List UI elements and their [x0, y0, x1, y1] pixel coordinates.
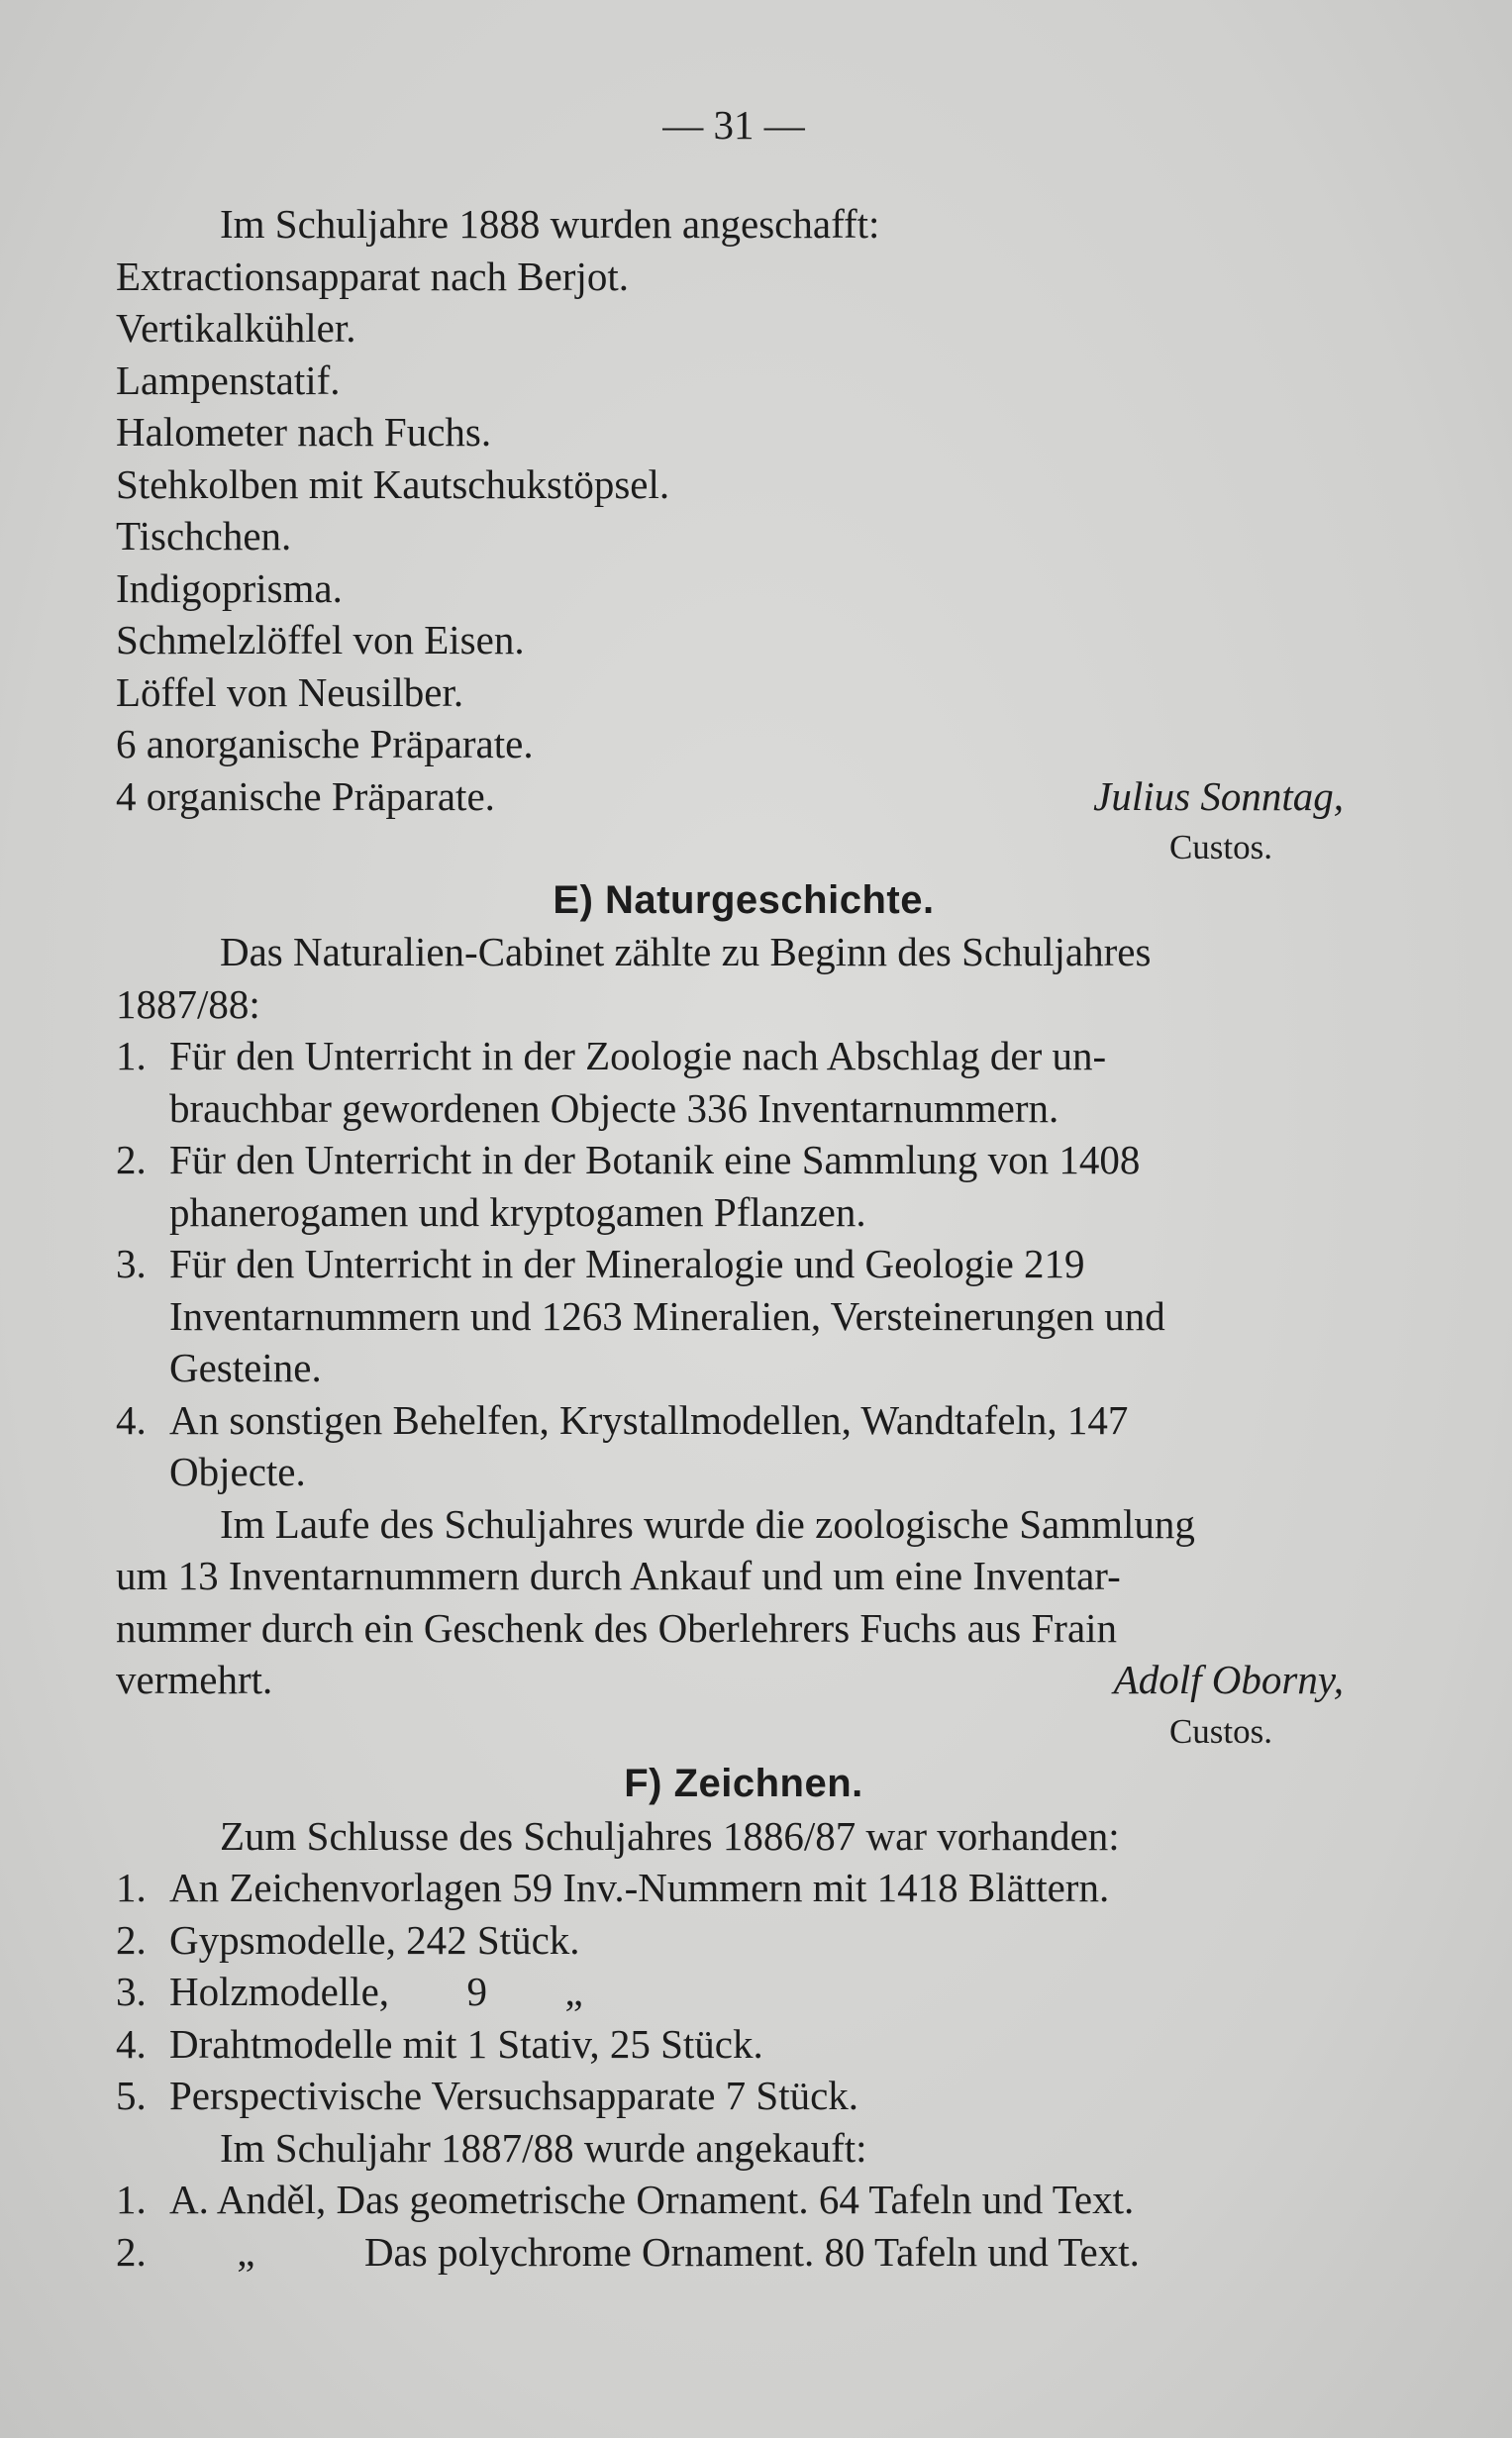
chemistry-item: 6 anorganische Präparate. — [116, 721, 534, 766]
chemistry-item: Lampenstatif. — [116, 356, 341, 403]
chemistry-item: Vertikalkühler. — [116, 305, 356, 351]
chemistry-item: Indigoprisma. — [116, 564, 343, 611]
signature-sonntag: Julius Sonntag, — [1093, 772, 1344, 819]
item-text: phanerogamen und kryptogamen Pflanzen. — [169, 1188, 866, 1235]
item-number: 4. — [116, 2020, 147, 2067]
natur-paragraph: nummer durch ein Geschenk des Oberlehrers Fuchs aus Frain — [116, 1604, 1118, 1651]
signature-oborny: Adolf Oborny, — [1113, 1657, 1344, 1702]
chemistry-item: Stehkolben mit Kautschukstöpsel. — [116, 460, 670, 507]
list-item — [116, 2070, 1371, 2122]
item-text: Für den Unterricht in der Botanik eine Sammlung von 1408 — [169, 1137, 1141, 1182]
item-number: 1. — [116, 1865, 147, 1910]
item-number: 1. — [116, 2177, 147, 2222]
item-number: 2. — [116, 1137, 147, 1182]
item-number: 1. — [116, 1033, 147, 1078]
natur-paragraph: vermehrt. — [116, 1657, 273, 1702]
item-text: A. Anděl, Das geometrische Ornament. 64 Tafeln und Text. — [169, 2177, 1135, 2222]
custos-label: Custos. — [1168, 1711, 1272, 1751]
list-item — [116, 1030, 1371, 1134]
item-text: Perspectivische Versuchsapparate 7 Stück. — [169, 2073, 859, 2118]
natur-paragraph: Im Laufe des Schuljahres wurde die zoologische Sammlung — [220, 1500, 1195, 1547]
list-item — [116, 1862, 1371, 1914]
zeichnen-intro: Zum Schlusse des Schuljahres 1886/87 war vorhanden: — [220, 1812, 1120, 1859]
item-text: Inventarnummern und 1263 Mineralien, Versteinerungen und — [169, 1292, 1165, 1339]
item-text: Objecte. — [169, 1449, 306, 1494]
chemistry-item: Halometer nach Fuchs. — [116, 409, 492, 455]
list-item — [116, 2226, 1371, 2279]
chemistry-item: 4 organische Präparate. — [116, 772, 495, 819]
item-text: Das polychrome Ornament. 80 Tafeln und Text. — [363, 2228, 1140, 2275]
purchase-intro: Im Schuljahr 1887/88 wurde angekauft: — [220, 2124, 867, 2171]
list-item — [116, 1238, 1371, 1394]
item-number: 3. — [116, 1241, 147, 1286]
ditto-mark: „ — [237, 2228, 255, 2275]
item-text: An sonstigen Behelfen, Krystallmodellen, Wandtafeln, 147 — [169, 1396, 1129, 1443]
chemistry-item: Löffel von Neusilber. — [116, 668, 464, 715]
item-text: Gesteine. — [169, 1345, 322, 1390]
natur-intro-cont: 1887/88: — [116, 980, 260, 1027]
item-text: brauchbar gewordenen Objecte 336 Inventarnummern. — [169, 1084, 1059, 1131]
item-text: Gypsmodelle, 242 Stück. — [169, 1916, 580, 1963]
list-item — [116, 2018, 1371, 2071]
item-count: 9 — [466, 1969, 488, 2014]
item-number: 5. — [116, 2073, 147, 2118]
chemistry-last-row — [116, 770, 1371, 823]
natur-intro: Das Naturalien-Cabinet zählte zu Beginn des Schuljahres — [220, 929, 1152, 974]
chemistry-item: Schmelzlöffel von Eisen. — [116, 617, 525, 662]
heading-zeichnen: F) Zeichnen. — [624, 1762, 863, 1805]
custos-label: Custos. — [1168, 828, 1272, 866]
natur-paragraph: um 13 Inventarnummern durch Ankauf und um eine Inventar- — [116, 1553, 1121, 1598]
item-text: Holzmodelle, — [169, 1969, 390, 2014]
list-item — [116, 1966, 1371, 2018]
item-text: An Zeichenvorlagen 59 Inv.-Nummern mit 1418 Blättern. — [169, 1865, 1110, 1910]
page-number: — 31 — — [662, 102, 805, 148]
item-text: Für den Unterricht in der Mineralogie und Geologie 219 — [169, 1241, 1085, 1286]
ditto-mark: „ — [564, 1969, 583, 2014]
heading-naturgeschichte: E) Naturgeschichte. — [553, 877, 935, 922]
item-text: Für den Unterricht in der Zoologie nach Abschlag der un- — [169, 1033, 1107, 1078]
chemistry-item: Tischchen. — [116, 513, 292, 559]
item-number: 4. — [116, 1396, 147, 1443]
item-number: 3. — [116, 1969, 147, 2014]
list-item — [116, 1134, 1371, 1238]
chemistry-intro: Im Schuljahre 1888 wurden angeschafft: — [220, 201, 880, 247]
item-text: Drahtmodelle mit 1 Stativ, 25 Stück. — [169, 2020, 763, 2067]
item-number: 2. — [116, 2228, 147, 2275]
chemistry-item: Extractionsapparat nach Berjot. — [116, 253, 629, 299]
list-item — [116, 1394, 1371, 1498]
natur-last-row — [116, 1654, 1371, 1706]
item-number: 2. — [116, 1916, 147, 1963]
page-content — [116, 99, 1371, 2278]
list-item — [116, 1914, 1371, 1967]
list-item — [116, 2174, 1371, 2226]
